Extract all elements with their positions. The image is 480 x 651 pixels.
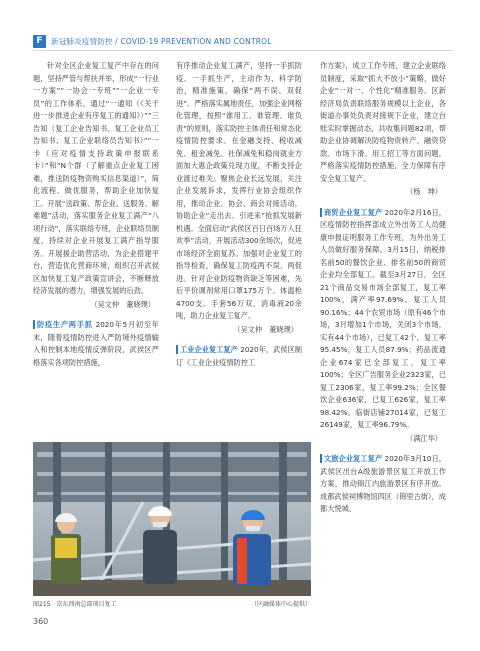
- construction-photo: [33, 442, 311, 596]
- paragraph-text: 2020年5月初至年末，随着疫情防控进入严防境外疫情输入和控制本地疫情反弹阶段，武侯区严格落实各项防控措施，: [33, 320, 159, 367]
- page-header: [33, 33, 453, 49]
- section-tag: 防疫生产两手抓: [33, 320, 93, 329]
- construction-site-illustration: [33, 442, 311, 596]
- paragraph: 有序推动企业复工满产，坚持一手抓防疫、一手抓生产，主动作为、科学防治，精准施策，确保“两不误、双促进”。严格落实属地责任，加强企业网格化管理，按照“谁用工、谁管理、谁负责”的原则，落实防控主体责任和常态化疫情防控要求。在金融支持、税收减免、租金减免、社保减免和稳岗就业方面加大惠企政策兑现力度，不断支持企业渡过难关。聚焦企业长远发展，关注企业发展诉求，发挥行业协会组织作用，推动企业、协会、商会对接活动，协助企业“走出去、引进来”抢抓发展新机遇。全面启动“武侯区百日百场万人狂欢季”活动，开展活动300余场次，促进市场经济全面复苏。加强对企业复工的指导检查，确保复工防疫两不误、两促进。针对企业防疫物资缺乏等困难，先后平价调剂常用口罩175万个、体温枪4700支、手套56万双、消毒液20余吨，助力企业复工复产。: [176, 61, 302, 320]
- column-3: [320, 60, 446, 516]
- page-number: 360: [33, 617, 49, 626]
- column-2: [176, 60, 302, 369]
- paragraph-text: 2020年，武侯区制订《工业企业疫情防控工: [176, 345, 302, 367]
- figure-caption: [33, 599, 311, 609]
- paragraph-text: 2020年2月16日，区疫情防控指挥部成立外出务工人员健康申报证明服务工作专班，为外出务工人员做好服务保障。3月15日，纳税排名前50的餐饮企业、排名前50的商贸企业均全部复工。截至3月27日，全区21个商品交易市场全部复工，复工率100%，满产率97.69%。复工人员90.16%；44个农贸市场（原有46个市场，3月增加1个市场，关闭3个市场，实有44个市场），已复工42个，复工率95.45%，复工人员87.9%；药品流通企业674家已全部复工，复工率100%；全区广告服务企业2323家，已复工2306家，复工率99.2%；全区餐饮企业636家，已复工626家，复工率98.42%。临街店铺27014家，已复工26149家，复工率96.79%。: [320, 207, 446, 429]
- author-signature: （吴文仲 董晓璞）: [90, 299, 155, 309]
- caption-left: 图215 京东西南总部项目复工: [33, 601, 117, 608]
- author-signature: （杨 坤）: [406, 187, 442, 196]
- section-title: 新冠肺炎疫情防控 / COVID-19 PREVENTION AND CONTROL: [51, 36, 272, 46]
- section-tag: 工业企业复工复产: [176, 345, 238, 354]
- paragraph: [320, 207, 446, 432]
- section-tag: 商贸企业复工复产: [320, 208, 382, 217]
- paragraph: 作方案》，成立工作专班，建立企业联络员制度，采取“抓大不放小”策略，做好企业“一对一、个性化”精准服务。区新经济局负责联络服务规模以上企业，各街道办事处负责对接规下企业，建立台账实时掌握动态，共收集问题82项，帮助企业协调解决防疫物资转产、融资贷款、市场下滑、用工招工等方面问题，严格落实疫情防控措施，全力保障有序安全复工复产。: [320, 61, 446, 183]
- paragraph: [320, 453, 446, 516]
- author-signature: （吴文仲 董晓璞）: [233, 324, 298, 334]
- author-signature: （满江华）: [406, 433, 442, 443]
- column-1: [33, 60, 159, 369]
- paragraph: [33, 319, 159, 369]
- header-divider: [33, 50, 453, 51]
- section-tag: 文旅企业复工复产: [320, 454, 382, 463]
- paragraph-text: 2020年3月10日，武侯区出台A级旅游景区复工开放工作方案，推动锦江内旅游景区有序开放。成都武侯祠博物馆四区（锦里古街），成都大悦城、: [320, 454, 446, 513]
- paragraph: [176, 344, 302, 369]
- section-logo-icon: F: [33, 35, 46, 48]
- paragraph: 针对全区企业复工复产中存在的问题，坚持严管与帮扶并举，形成“一行业一方案”“一协会一专班”“一企业一专员”的工作体系，通过“一通知（《关于进一步推进企业有序复工的通知》）”“三告知（复工企业告知书、复工企业员工告知书、复工企业联络员告知书）”“一卡（应对疫情支持政策申报联系卡）”和“N个群（了解重点企业复工困难，推送防疫物资购买信息渠道）”，简化流程、做优服务，帮助企业加快复工。开展“送政策、帮企业、送服务、解难题”活动，落实服务企业复工满产“八项行动”，落实联络专班，企业联络员制度，持续对企业开展复工满产指导服务。开展援企助营活动，为企业搭建平台，营造优化营商环境，组织召开武侯区加快复工复产政策宣讲会，不断释放经济发展的潜力，增强发展的后劲。: [33, 61, 159, 295]
- caption-credit: （区融媒体中心提供）: [250, 601, 311, 608]
